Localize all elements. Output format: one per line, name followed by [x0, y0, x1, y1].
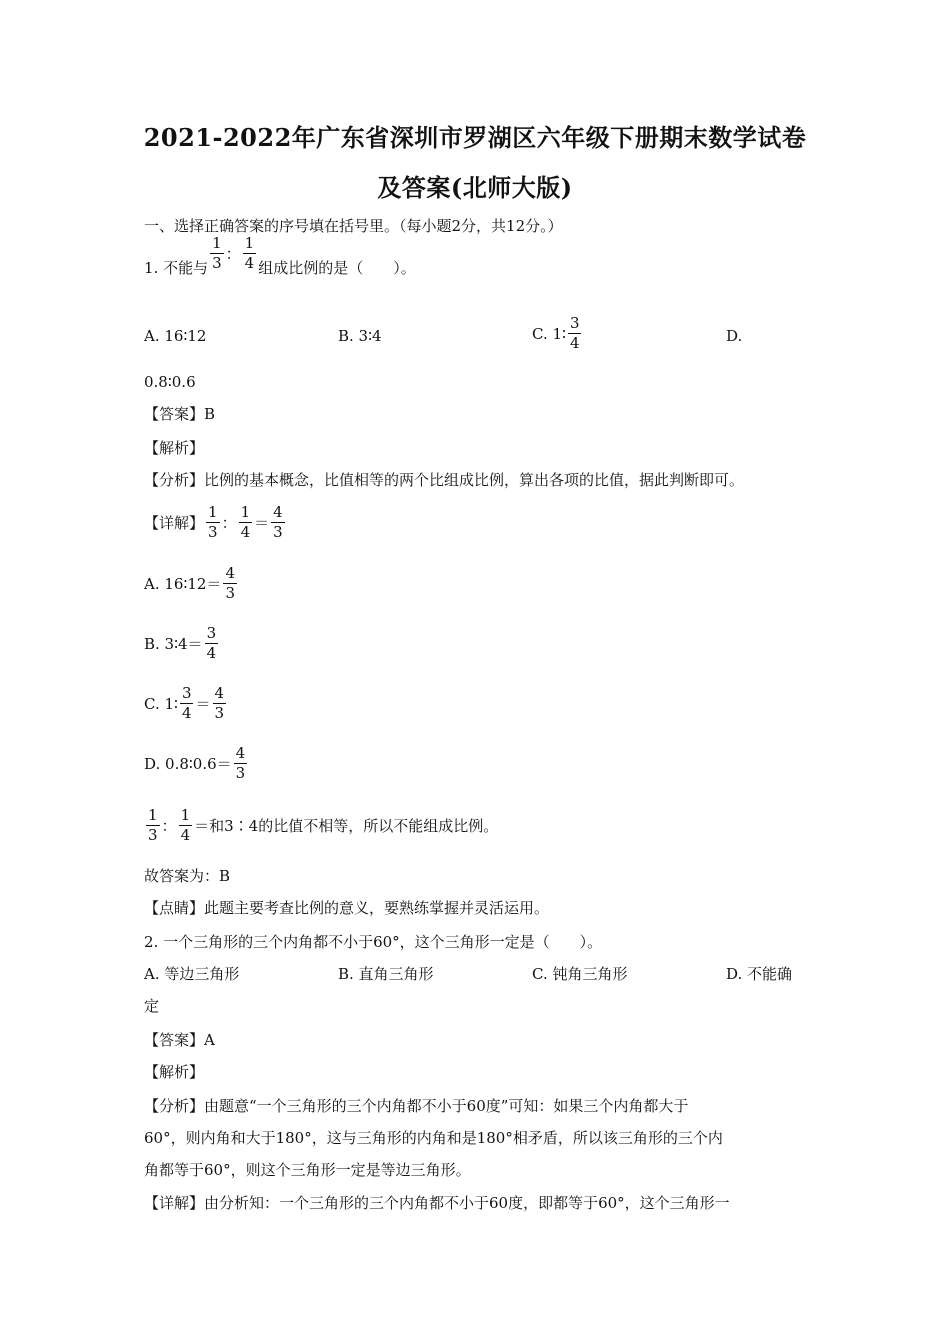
conclusion-line: $\frac{1}{3}$ ： $\frac{1}{4}$ ＝和3∶4的比值不相等，所以不能组成比例。: [148, 806, 499, 844]
question-1-stem: 1. 不能与 $\frac{1}{3}$ ： $\frac{1}{4}$ 组成比例的是（ ）。: [144, 234, 416, 277]
option-d-continued: 定: [144, 997, 160, 1015]
fraction: $\frac{4}{3}$: [225, 564, 235, 602]
fraction: $\frac{1}{4}$: [244, 234, 255, 272]
fraction: $\frac{4}{3}$: [235, 744, 246, 782]
detail-c: C. 1∶ $\frac{3}{4}$ ＝ $\frac{4}{3}$: [144, 684, 225, 722]
fraction: $\frac{1}{4}$: [240, 503, 251, 541]
question-2-stem: 2. 一个三角形的三个内角都不小于60°，这个三角形一定是（ ）。: [144, 933, 603, 951]
option-a: A. 等边三角形: [144, 965, 240, 983]
comment: 【点睛】此题主要考查比例的意义，要熟练掌握并灵活运用。: [144, 899, 550, 917]
analysis-text-3: 角都等于60°，则这个三角形一定是等边三角形。: [144, 1161, 471, 1179]
document-title-line1: 2021-2022年广东省深圳市罗湖区六年级下册期末数学试卷: [143, 123, 807, 152]
option-c: C. 1∶ $\frac{3}{4}$: [532, 314, 580, 352]
detail-a: A. 16∶12＝ $\frac{4}{3}$: [144, 564, 235, 602]
question-1-prefix: 1. 不能与: [144, 258, 209, 277]
analysis-text: 【分析】比例的基本概念，比值相等的两个比组成比例，算出各项的比值，据此判断即可。: [144, 471, 745, 489]
option-b: B. 3∶4: [338, 327, 382, 345]
option-d-continued: 0.8∶0.6: [144, 373, 196, 391]
analysis-label: 【解析】: [144, 1063, 205, 1081]
option-d: D.: [726, 327, 743, 345]
fraction: $\frac{4}{3}$: [273, 503, 283, 541]
answer: 【答案】A: [144, 1031, 215, 1049]
fraction: $\frac{3}{4}$: [569, 314, 580, 352]
option-a: A. 16∶12: [144, 327, 207, 345]
section-heading: 一、选择正确答案的序号填在括号里。（每小题2分，共12分。）: [144, 217, 563, 235]
analysis-label: 【解析】: [144, 439, 205, 457]
option-d: D. 不能确: [726, 965, 793, 983]
option-c: C. 钝角三角形: [532, 965, 628, 983]
fraction: $\frac{1}{4}$: [180, 806, 191, 844]
detail-text-1: 【详解】由分析知：一个三角形的三个内角都不小于60度，即都等于60°，这个三角形一: [144, 1194, 730, 1212]
fraction: $\frac{3}{4}$: [181, 684, 192, 722]
final-answer: 故答案为：B: [144, 867, 231, 885]
analysis-text-2: 60°，则内角和大于180°，这与三角形的内角和是180°相矛盾，所以该三角形的三个内: [144, 1129, 723, 1147]
detail-line: 【详解】 $\frac{1}{3}$ ： $\frac{1}{4}$ ＝ $\frac{4}{3}$: [144, 503, 283, 541]
fraction: $\frac{4}{3}$: [214, 684, 225, 722]
fraction: $\frac{1}{3}$: [208, 503, 218, 541]
question-1-suffix: 组成比例的是（ ）。: [258, 258, 416, 277]
fraction: $\frac{1}{3}$: [212, 234, 222, 272]
option-b: B. 直角三角形: [338, 965, 434, 983]
analysis-text-1: 【分析】由题意“一个三角形的三个内角都不小于60度”可知：如果三个内角都大于: [144, 1097, 689, 1115]
fraction: $\frac{1}{3}$: [148, 806, 158, 844]
document-title-line2: 及答案(北师大版): [377, 173, 573, 202]
fraction: $\frac{3}{4}$: [206, 624, 217, 662]
detail-d: D. 0.8∶0.6＝ $\frac{4}{3}$: [144, 744, 246, 782]
answer: 【答案】B: [144, 405, 216, 423]
detail-b: B. 3∶4＝ $\frac{3}{4}$: [144, 624, 217, 662]
